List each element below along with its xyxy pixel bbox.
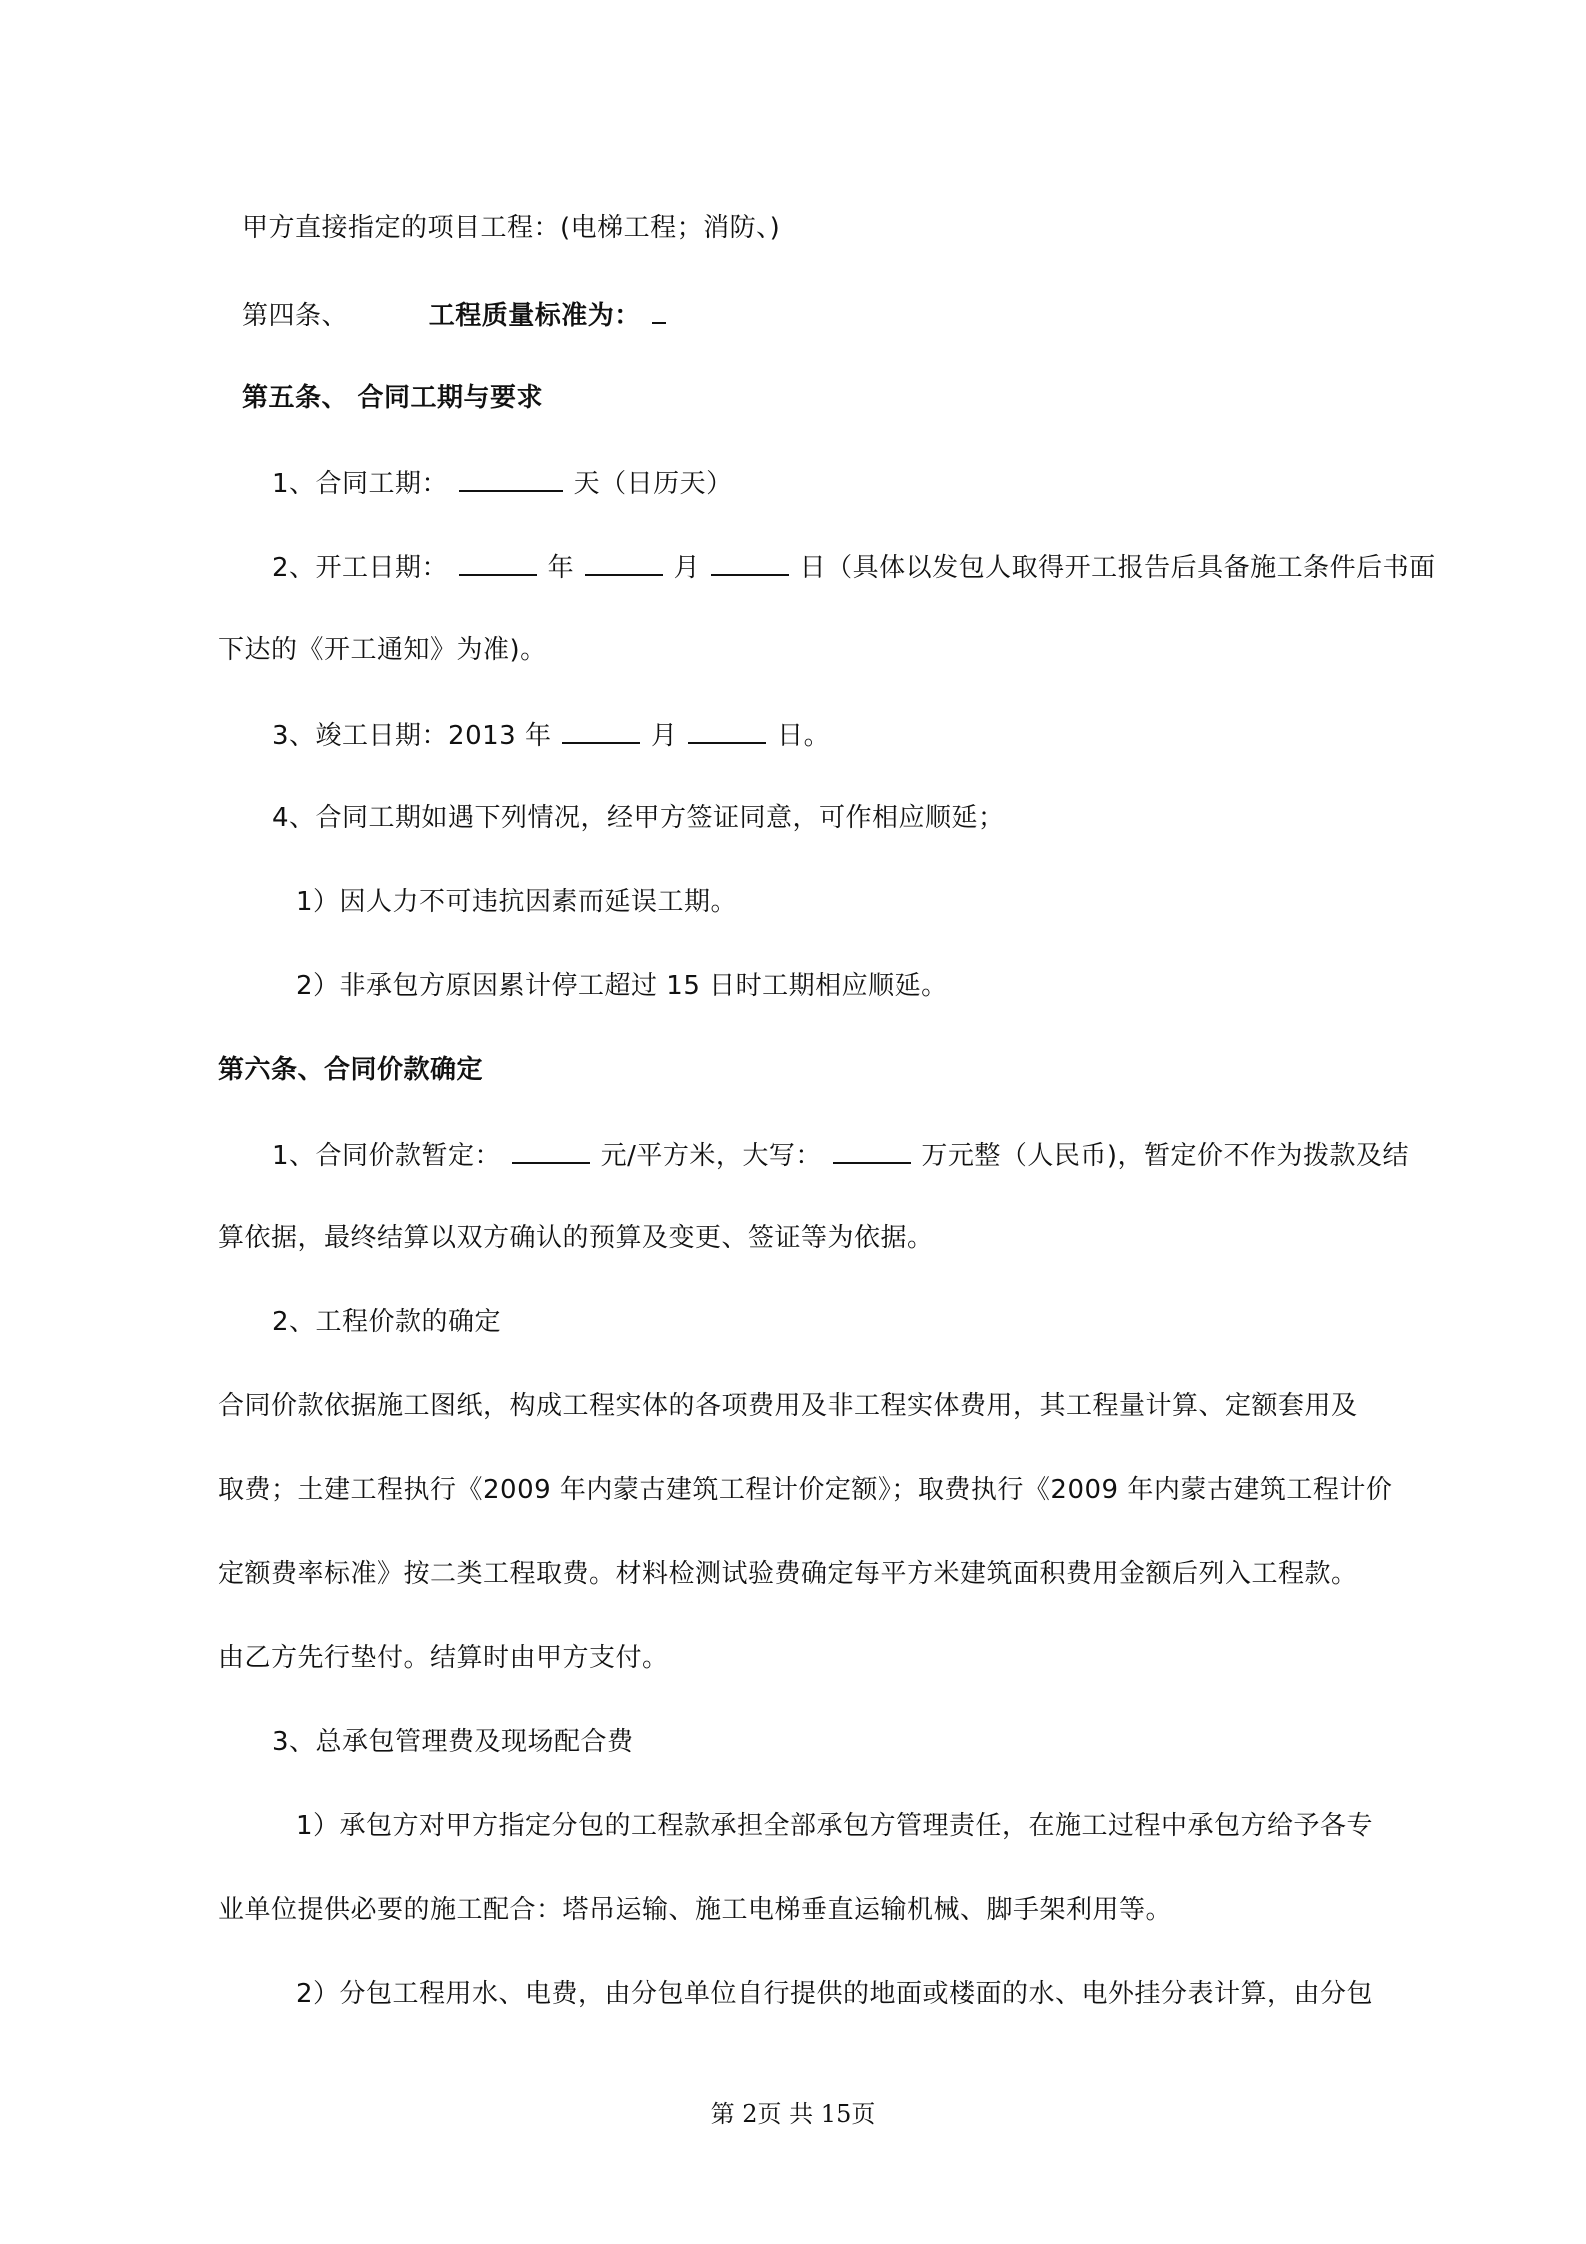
contract-period-label: 1、合同工期： (272, 469, 449, 499)
contract-price-note-continued: 算依据，最终结算以双方确认的预算及变更、签证等为依据。 (218, 1223, 934, 1253)
management-fee-item-1-continued: 业单位提供必要的施工配合：塔吊运输、施工电梯垂直运输机械、脚手架利用等。 (218, 1895, 1173, 1925)
contract-price-label: 1、合同价款暂定： (272, 1141, 502, 1171)
contract-price-line (272, 1134, 1409, 1176)
paragraph-designated-works: 甲方直接指定的项目工程：(电梯工程；消防、) (242, 213, 781, 243)
start-year-unit: 年 (547, 553, 575, 583)
start-year-blank (459, 546, 537, 576)
contract-days-blank (459, 462, 563, 492)
price-basis-line-4: 由乙方先行垫付。结算时由甲方支付。 (218, 1643, 669, 1673)
completion-date-line (272, 714, 830, 756)
start-month-unit: 月 (673, 553, 701, 583)
price-basis-line-3: 定额费率标准》按二类工程取费。材料检测试验费确定每平方米建筑面积费用金额后列入工程款。 (218, 1559, 1358, 1589)
contract-period-line (272, 462, 733, 504)
completion-month-blank (562, 714, 640, 744)
extension-item-1: 1）因人力不可违抗因素而延误工期。 (296, 887, 738, 917)
completion-date-label: 3、竣工日期：2013 年 (272, 721, 552, 751)
quality-standard-blank (652, 294, 666, 324)
completion-day-unit: 日。 (777, 721, 831, 751)
extension-conditions: 4、合同工期如遇下列情况，经甲方签证同意，可作相应顺延； (272, 803, 1005, 833)
contract-price-note: 万元整（人民币)，暂定价不作为拨款及结 (921, 1141, 1410, 1171)
start-date-line (272, 546, 1436, 588)
extension-item-2: 2）非承包方原因累计停工超过 15 日时工期相应顺延。 (296, 971, 948, 1001)
start-date-label: 2、开工日期： (272, 553, 449, 583)
price-basis-line-1: 合同价款依据施工图纸，构成工程实体的各项费用及非工程实体费用，其工程量计算、定额套用及 (218, 1391, 1358, 1421)
article-4-heading (242, 294, 668, 336)
page-footer: 第 2页 共 15页 (710, 2100, 876, 2128)
unit-price-label: 元/平方米，大写： (600, 1141, 822, 1171)
price-basis-line-2: 取费；土建工程执行《2009 年内蒙古建筑工程计价定额》；取费执行《2009 年内蒙古建筑工程计价 (218, 1475, 1393, 1505)
start-date-note: 日（具体以发包人取得开工报告后具备施工条件后书面 (799, 553, 1436, 583)
management-fee-heading: 3、总承包管理费及现场配合费 (272, 1727, 634, 1757)
management-fee-item-1: 1）承包方对甲方指定分包的工程款承担全部承包方管理责任，在施工过程中承包方给予各专 (296, 1811, 1374, 1841)
article-4-number: 第四条、 (242, 301, 349, 331)
total-price-blank (833, 1134, 911, 1164)
management-fee-item-2: 2）分包工程用水、电费，由分包单位自行提供的地面或楼面的水、电外挂分表计算，由分包 (296, 1979, 1374, 2009)
completion-day-blank (688, 714, 766, 744)
unit-price-blank (512, 1134, 590, 1164)
article-6-heading: 第六条、合同价款确定 (218, 1055, 484, 1085)
price-determination-heading: 2、工程价款的确定 (272, 1307, 502, 1337)
start-date-note-continued: 下达的《开工通知》为准)。 (218, 635, 547, 665)
completion-month-unit: 月 (651, 721, 678, 751)
start-day-blank (711, 546, 789, 576)
article-5-heading: 第五条、 合同工期与要求 (242, 383, 544, 413)
article-4-title: 工程质量标准为： (428, 301, 641, 331)
contract-period-unit: 天（日历天） (573, 469, 733, 499)
start-month-blank (585, 546, 663, 576)
